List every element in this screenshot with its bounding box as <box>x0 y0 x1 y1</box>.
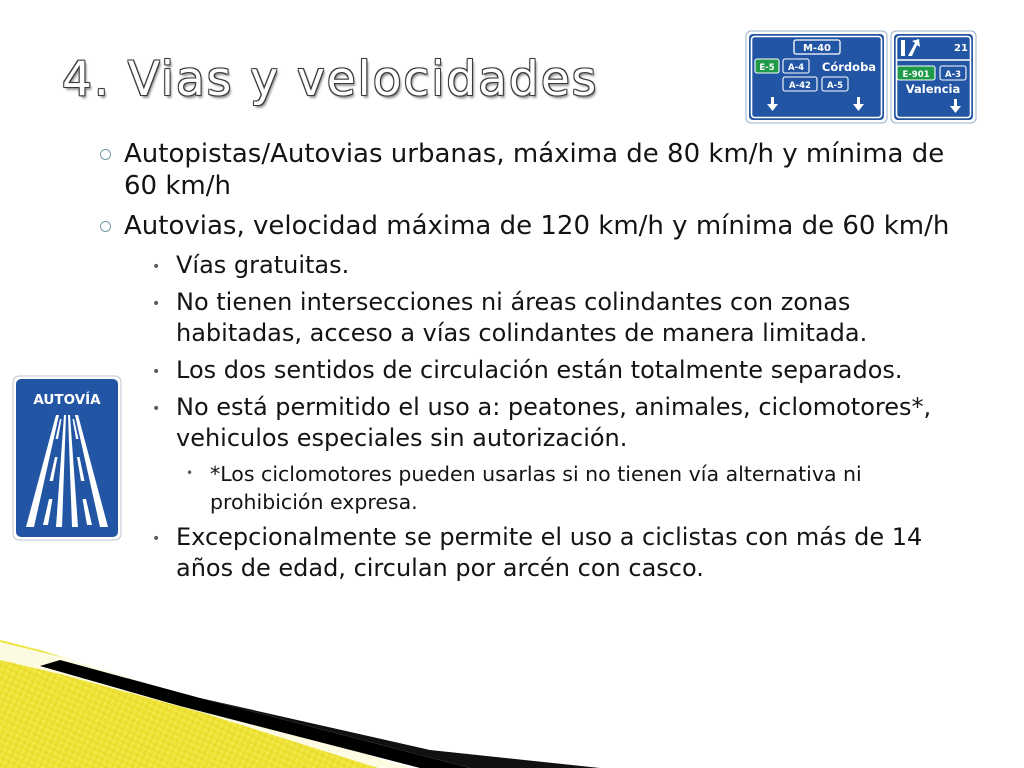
dot-bullet-icon: • <box>152 531 161 547</box>
circle-bullet-icon <box>100 221 111 232</box>
list-item <box>150 355 980 386</box>
list-item <box>150 522 980 584</box>
bullet-text: , velocidad máxima de 120 km/h y mínima de 60 km/h <box>236 211 950 241</box>
list-item <box>150 287 980 349</box>
road-a4-label: A-4 <box>787 63 805 73</box>
direction-signs <box>745 30 977 124</box>
dot-bullet-icon: • <box>152 364 161 380</box>
road-a42-label: A-42 <box>789 81 811 91</box>
list-item <box>150 392 980 454</box>
bullet-list <box>100 138 980 590</box>
circle-bullet-icon <box>100 149 111 160</box>
list-item <box>100 138 980 202</box>
city-valencia-label: Valencia <box>905 82 961 96</box>
bullet-text: , máxima de 80 km/h y mínima de 60 km/h <box>124 139 945 201</box>
bullet-term: Autopistas/Autovias urbanas <box>124 139 497 169</box>
sub-bullet-text: Vías gratuitas. <box>176 251 350 279</box>
subsub-bullet-text: *Los ciclomotores pueden usarlas si no tienen vía alternativa ni prohibición expresa. <box>210 462 862 514</box>
city-cordoba-label: Córdoba <box>821 60 877 74</box>
exit-number-label: 21 <box>954 43 968 54</box>
dot-bullet-icon: • <box>186 466 194 480</box>
list-item <box>150 250 980 281</box>
road-a5-label: A-5 <box>826 81 844 91</box>
slide-title: 4. Vias y velocidades <box>62 52 599 107</box>
road-e901-label: E-901 <box>902 70 930 80</box>
direction-sign-valencia <box>891 31 976 123</box>
sub-bullet-text: Los dos sentidos de circulación están totalmente separados. <box>176 356 903 384</box>
sub-bullet-text: Excepcionalmente se permite el uso a ciclistas con más de 14 años de edad, circulan por arcén con casco. <box>176 523 923 582</box>
autovia-sign-label: AUTOVÍA <box>33 392 101 408</box>
sub-bullet-text: No está permitido el uso a: peatones, animales, ciclomotores*, vehiculos especiales sin autorización. <box>176 393 932 452</box>
direction-sign-cordoba <box>746 31 887 123</box>
bullet-term: Autovias <box>124 211 237 241</box>
decorative-swoosh <box>0 640 640 768</box>
road-e5-label: E-5 <box>759 63 775 73</box>
list-item <box>184 460 980 516</box>
list-item <box>100 210 980 242</box>
sub-bullet-text: No tienen intersecciones ni áreas colindantes con zonas habitadas, acceso a vías colindantes de manera limitada. <box>176 288 868 347</box>
dot-bullet-icon: • <box>152 296 161 312</box>
road-m40-label: M-40 <box>802 43 832 54</box>
dot-bullet-icon: • <box>152 401 161 417</box>
road-a3-label: A-3 <box>944 70 962 80</box>
dot-bullet-icon: • <box>152 259 161 275</box>
